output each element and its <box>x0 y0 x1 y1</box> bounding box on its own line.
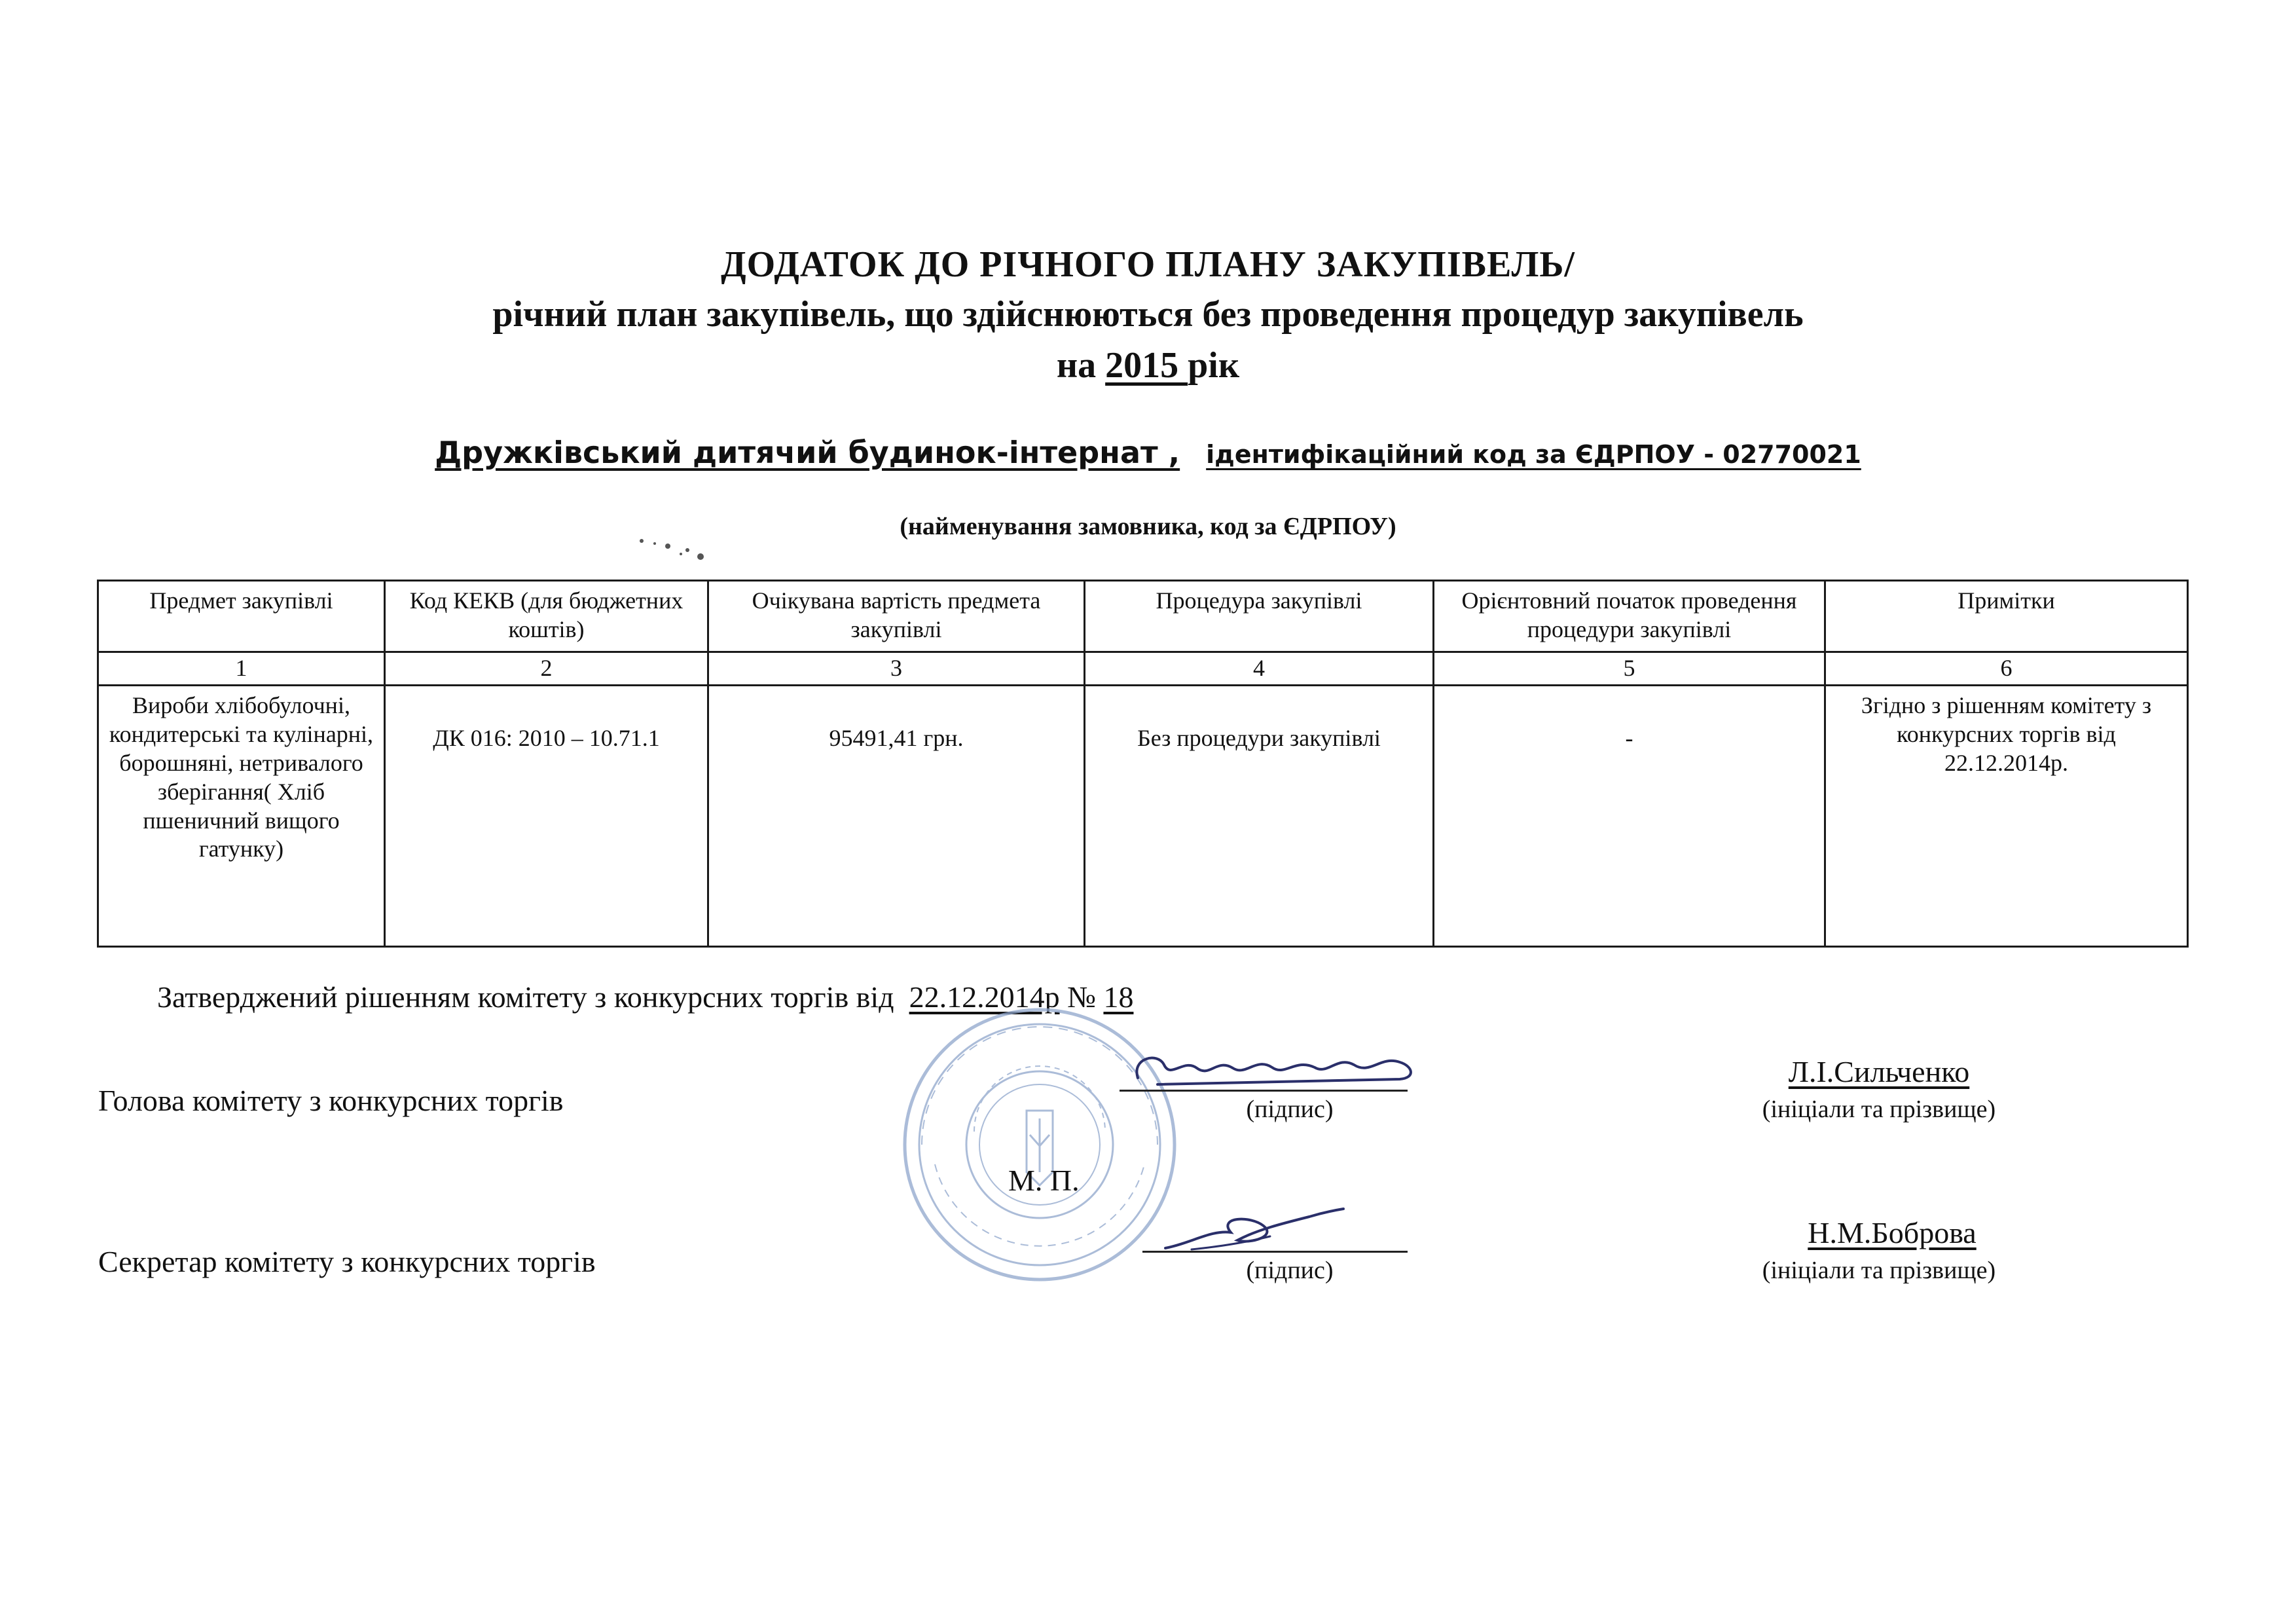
secretary-name: Н.М.Боброва <box>1808 1216 1977 1249</box>
year-suffix: рік <box>1188 345 1240 386</box>
secretary-name-caption: (ініціали та прізвище) <box>1762 1257 1996 1284</box>
table-row <box>98 685 2188 946</box>
cell-expected-cost: 95491,41 грн. <box>708 685 1085 946</box>
approval-text: Затверджений рішенням комітету з конкурсних торгів від <box>157 980 894 1014</box>
plan-year-line <box>0 344 2296 386</box>
scan-speck-icon <box>629 528 727 567</box>
column-number: 5 <box>1434 652 1825 686</box>
procurement-table <box>97 580 2189 948</box>
cell-subject: Вироби хлібобулочні, кондитерські та кулінарні, борошняні, нетривалого зберігання( Хліб пшеничний вищого гатунку) <box>98 685 385 946</box>
chairman-name-caption: (ініціали та прізвище) <box>1762 1096 1996 1123</box>
organization-code: ідентифікаційний код за ЄДРПОУ - 02770021 <box>1206 440 1861 469</box>
table-number-row <box>98 652 2188 686</box>
approval-number-label: № <box>1059 980 1104 1014</box>
plan-year: 2015 <box>1105 345 1188 386</box>
chairman-name: Л.І.Сильченко <box>1788 1055 1970 1088</box>
header-expected-cost: Очікувана вартість предмета закупівлі <box>708 581 1085 652</box>
header-notes: Примітки <box>1825 581 2188 652</box>
year-prefix: на <box>1056 345 1106 386</box>
column-number: 4 <box>1085 652 1434 686</box>
cell-procedure: Без процедури закупівлі <box>1085 685 1434 946</box>
secretary-signature-icon <box>1152 1204 1349 1263</box>
approval-date: 22.12.2014р <box>909 980 1060 1014</box>
organization-name: Дружківський дитячий будинок-інтернат , <box>435 435 1180 470</box>
seal-place-mark: М. П. <box>1008 1164 1080 1197</box>
header-procedure: Процедура закупівлі <box>1085 581 1434 652</box>
column-number: 2 <box>385 652 708 686</box>
header-start-date: Орієнтовний початок проведення процедури закупівлі <box>1434 581 1825 652</box>
chairman-label: Голова комітету з конкурсних торгів <box>98 1084 564 1117</box>
header-subject: Предмет закупівлі <box>98 581 385 652</box>
secretary-label: Секретар комітету з конкурсних торгів <box>98 1245 596 1278</box>
document-subtitle: річний план закупівель, що здійснюються без проведення процедур закупівель <box>492 294 1804 335</box>
cell-notes: Згідно з рішенням комітету з конкурсних торгів від 22.12.2014р. <box>1825 685 2188 946</box>
organization-caption: (найменування замовника, код за ЄДРПОУ) <box>900 513 1396 540</box>
cell-start-date: - <box>1434 685 1825 946</box>
document-title: ДОДАТОК ДО РІЧНОГО ПЛАНУ ЗАКУПІВЕЛЬ/ <box>721 244 1575 285</box>
organization-line <box>0 435 2296 470</box>
column-number: 1 <box>98 652 385 686</box>
chairman-signature-caption: (підпис) <box>1246 1096 1334 1123</box>
chairman-signature-icon <box>1118 1039 1426 1098</box>
table-header-row <box>98 581 2188 652</box>
column-number: 3 <box>708 652 1085 686</box>
approval-number: 18 <box>1103 980 1134 1014</box>
cell-kekv-code: ДК 016: 2010 – 10.71.1 <box>385 685 708 946</box>
secretary-signature-caption: (підпис) <box>1246 1257 1334 1284</box>
header-kekv-code: Код КЕКВ (для бюджетних коштів) <box>385 581 708 652</box>
column-number: 6 <box>1825 652 2188 686</box>
